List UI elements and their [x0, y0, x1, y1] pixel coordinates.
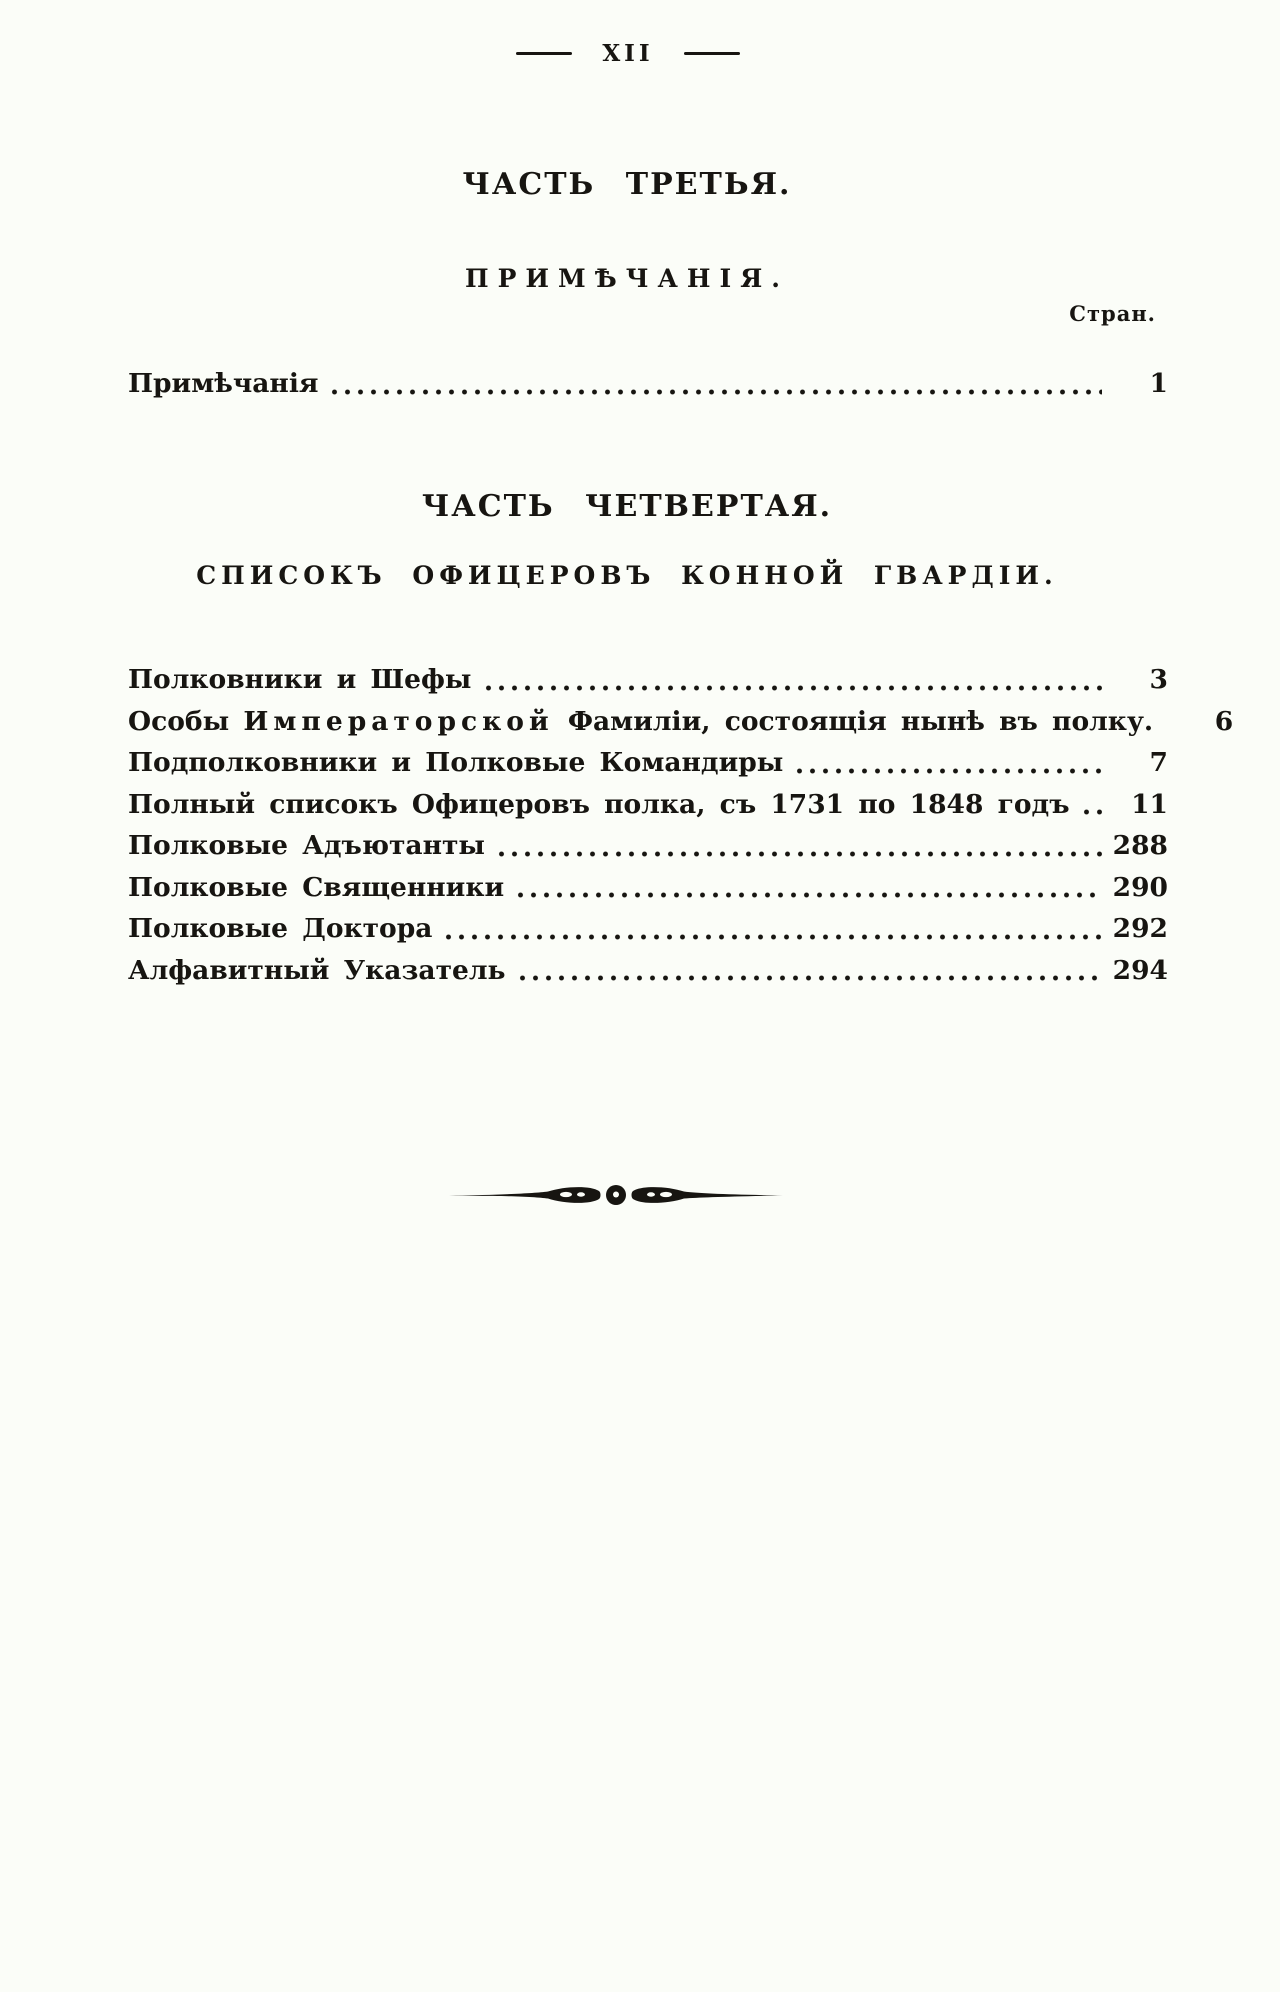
toc-entry-title: Примѣчанія	[128, 368, 319, 399]
toc-title-suffix: Фамиліи, состоящія нынѣ въ полку.	[567, 705, 1154, 737]
dot-leader	[493, 825, 1102, 867]
toc-entry-page: 7	[1149, 747, 1168, 778]
toc-entry-page: 294	[1112, 954, 1168, 986]
toc-row	[128, 363, 1168, 405]
toc-row	[128, 701, 1234, 743]
toc-row	[128, 867, 1168, 909]
toc-row	[128, 908, 1168, 950]
folio-left-dash	[516, 52, 572, 55]
toc-entry-title: Полковые Адъютанты	[128, 830, 485, 861]
dot-leader	[1078, 784, 1102, 826]
toc-row	[128, 950, 1168, 992]
toc-entry-title: Полковые Доктора	[128, 913, 433, 944]
toc-row	[128, 825, 1168, 867]
folio-page-number: XII	[602, 40, 654, 67]
folio-right-dash	[684, 52, 740, 55]
toc-entry-title: Полковые Священники	[128, 871, 505, 903]
dot-leader	[791, 742, 1102, 784]
part-three-toc	[128, 363, 1168, 405]
dot-leader	[514, 950, 1102, 992]
toc-entry-page: 6	[1214, 705, 1234, 737]
dot-leader	[512, 867, 1102, 909]
toc-row	[128, 742, 1168, 784]
toc-entry-page: 292	[1112, 913, 1168, 944]
part-four-subheading: СПИСОКЪ ОФИЦЕРОВЪ КОННОЙ ГВАРДІИ.	[196, 561, 1058, 590]
toc-row	[128, 784, 1168, 826]
page-column-header: Стран.	[1069, 301, 1156, 326]
part-three-heading: ЧАСТЬ ТРЕТЬЯ.	[462, 167, 792, 202]
tailpiece-ornament-icon	[448, 1178, 784, 1212]
dot-leader	[440, 908, 1102, 950]
toc-entry-title: Подполковники и Полковые Командиры	[128, 747, 784, 778]
toc-row	[128, 659, 1168, 701]
toc-entry-page: 1	[1149, 368, 1168, 399]
part-three-subheading: ПРИМѢЧАНІЯ.	[465, 264, 789, 293]
page-folio	[0, 42, 1256, 65]
toc-entry-page: 11	[1131, 788, 1168, 820]
toc-entry-page: 288	[1112, 830, 1168, 861]
dot-leader	[326, 363, 1102, 405]
toc-title-emphasis: Императорской	[243, 705, 554, 737]
toc-entry-title: Полковники и Шефы	[128, 664, 472, 695]
toc-entry-page: 3	[1149, 664, 1168, 695]
part-four-toc	[128, 659, 1234, 991]
toc-entry-title	[128, 701, 1175, 743]
toc-entry-title: Алфавитный Указатель	[128, 954, 506, 986]
dot-leader	[480, 659, 1103, 701]
toc-entry-page: 290	[1112, 871, 1168, 903]
part-four-heading: ЧАСТЬ ЧЕТВЕРТАЯ.	[421, 489, 833, 524]
toc-title-prefix: Особы	[128, 705, 230, 737]
toc-entry-title: Полный списокъ Офицеровъ полка, съ 1731 по 1848 годъ	[128, 788, 1070, 820]
